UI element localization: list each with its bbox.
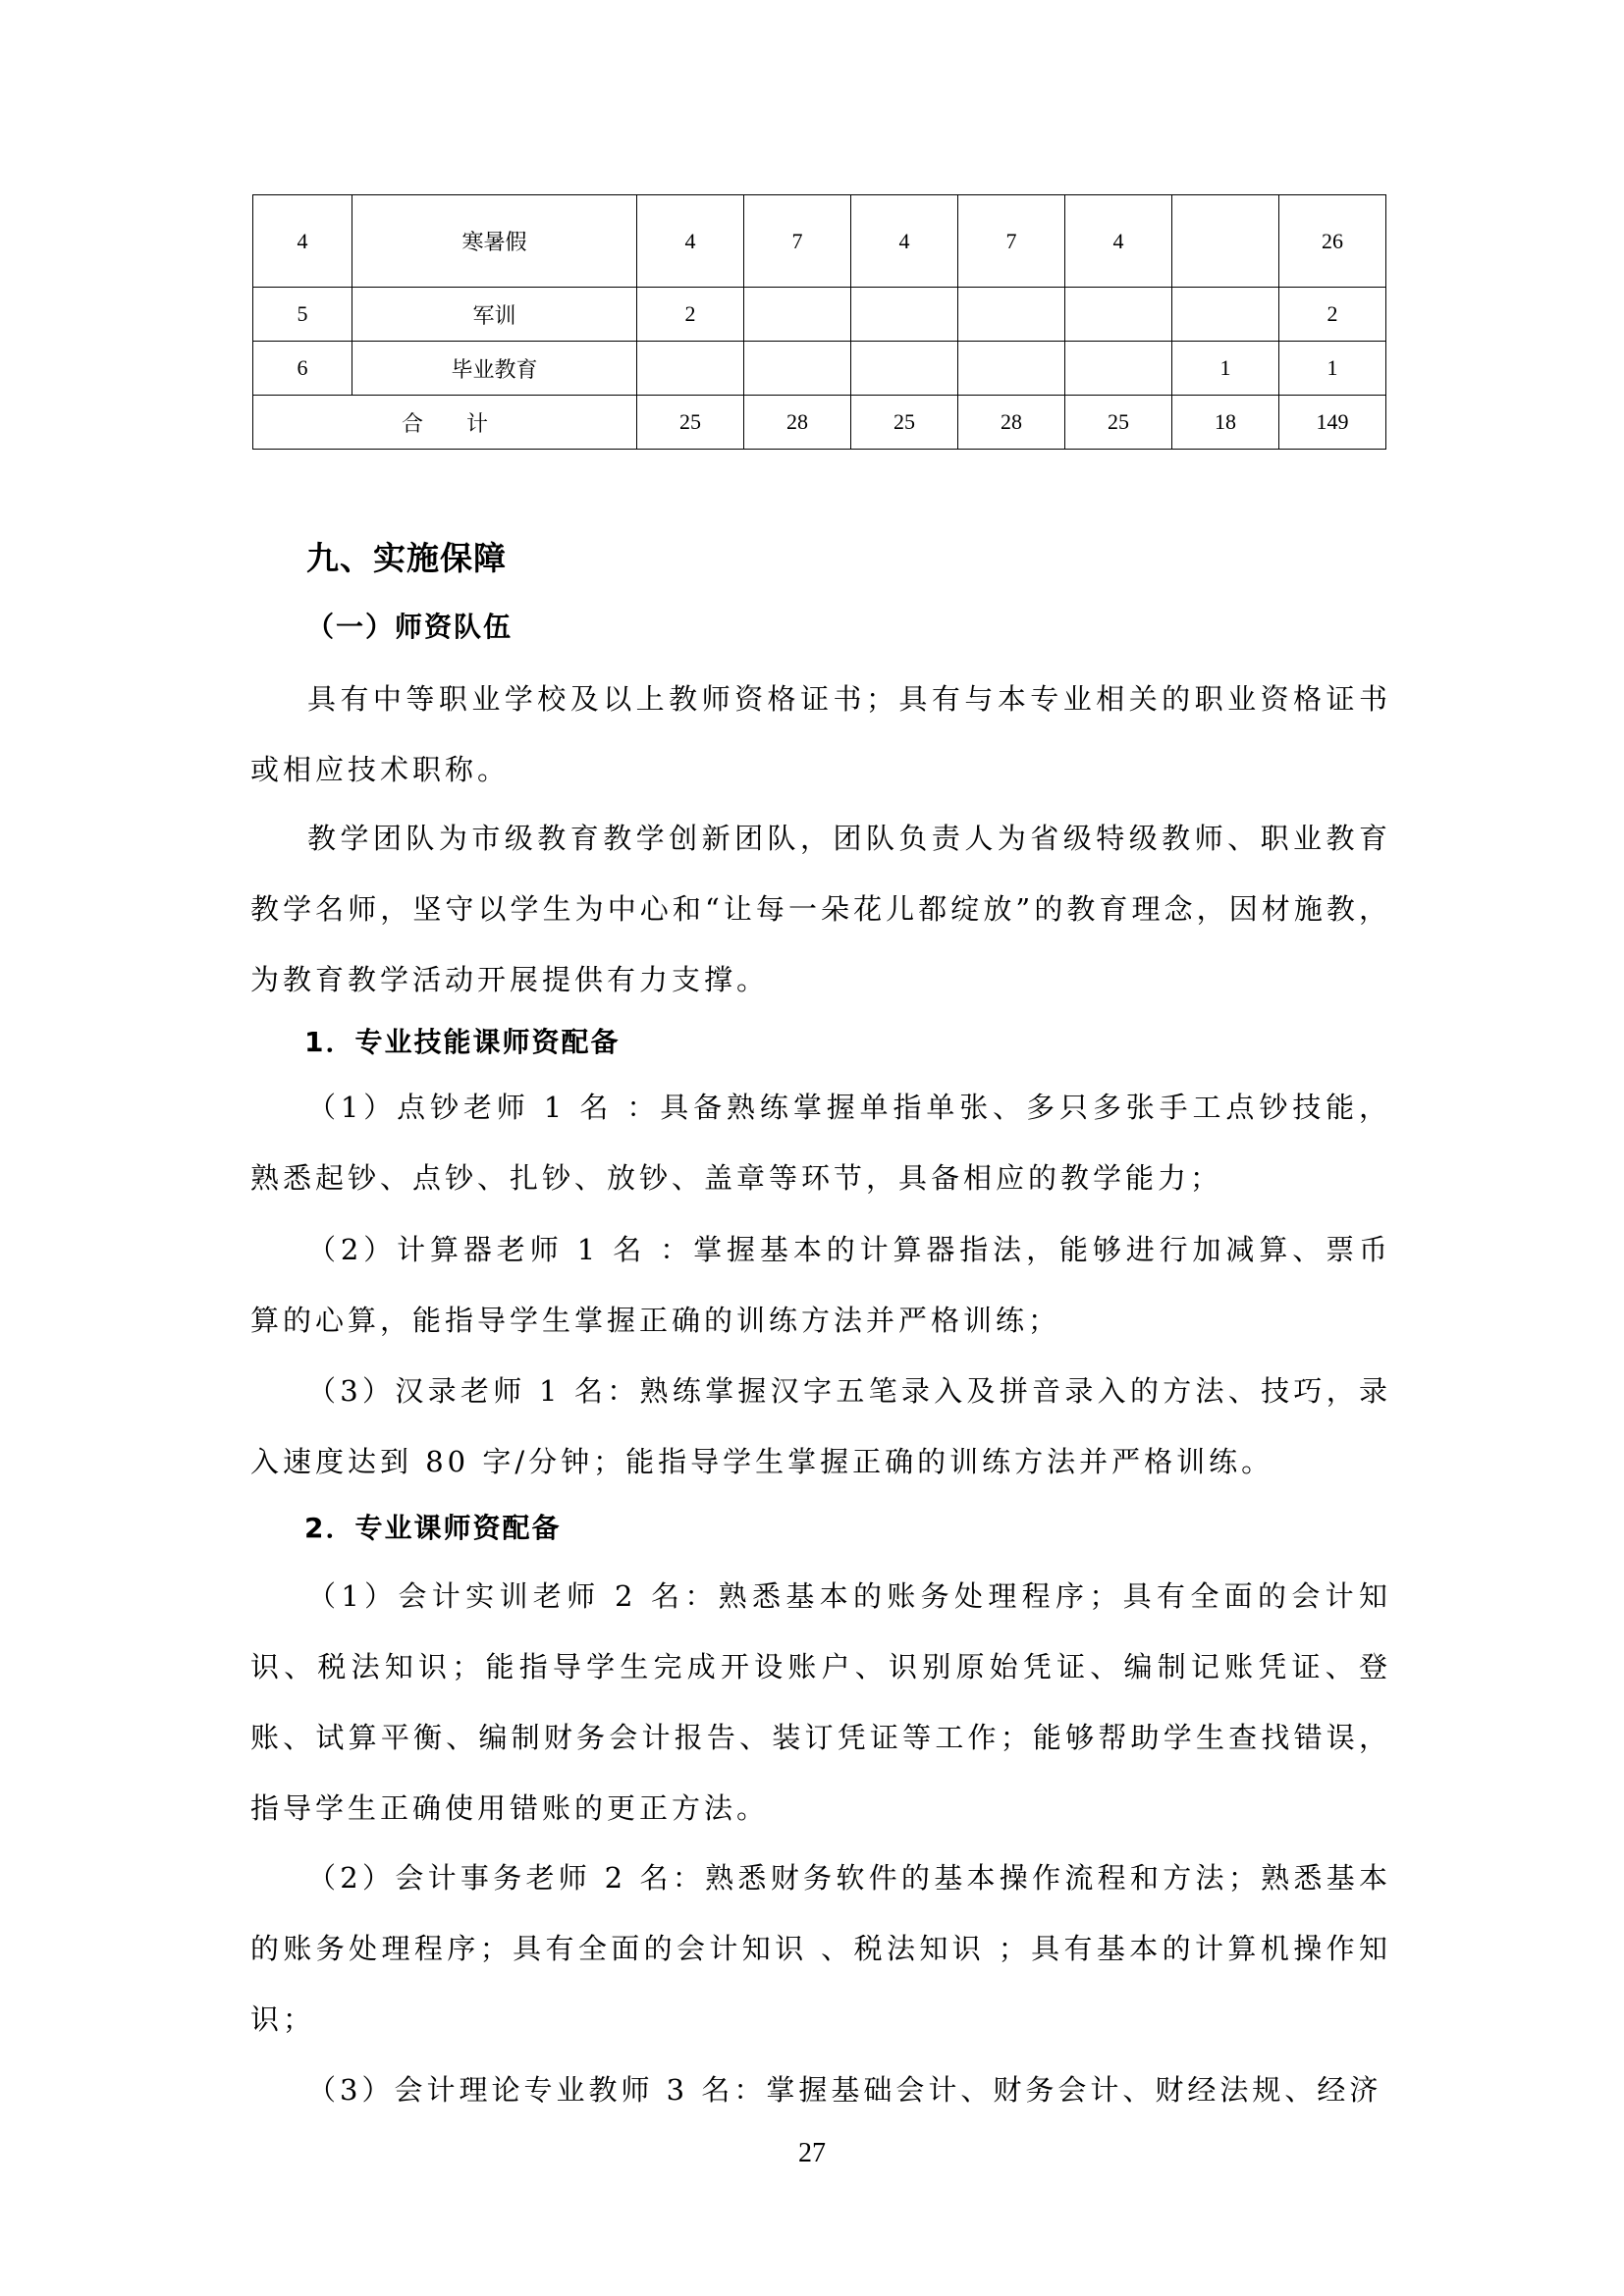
table-cell: 4 — [1065, 195, 1172, 288]
paragraph-accounting-theory-teacher: （3）会计理论专业教师 3 名：掌握基础会计、财务会计、财经法规、经济 — [307, 2073, 1382, 2107]
table-sum-row — [253, 396, 1386, 450]
table-cell — [958, 288, 1065, 342]
table-cell — [1172, 195, 1279, 288]
table-cell — [851, 288, 958, 342]
section-heading: 九、实施保障 — [306, 539, 507, 577]
table-cell: 7 — [958, 195, 1065, 288]
table-cell — [1065, 288, 1172, 342]
table-cell: 25 — [851, 396, 958, 450]
teaching-weeks-table — [252, 194, 1386, 450]
table-cell — [1065, 342, 1172, 396]
row-number: 5 — [253, 288, 352, 342]
paragraph-typing-teacher: （3）汉录老师 1 名：熟练掌握汉字五笔录入及拼音录入的方法、技巧，录入速度达到 80 字/分钟；能指导学生掌握正确的训练方法并严格训练。 — [250, 1374, 1391, 1478]
row-total: 26 — [1279, 195, 1386, 288]
paragraph-qualification: 具有中等职业学校及以上教师资格证书；具有与本专业相关的职业资格证书或相应技术职称。 — [250, 682, 1391, 786]
heading-skill-teachers: 1．专业技能课师资配备 — [304, 1026, 621, 1058]
table-row — [253, 195, 1386, 288]
table-cell — [958, 342, 1065, 396]
paragraph-team: 教学团队为市级教育教学创新团队，团队负责人为省级特级教师、职业教育教学名师，坚守以学生为中心和“让每一朵花儿都绽放”的教育理念，因材施教，为教育教学活动开展提供有力支撑。 — [250, 822, 1391, 996]
row-item-name: 毕业教育 — [352, 342, 637, 396]
table-cell: 18 — [1172, 396, 1279, 450]
paragraph-accounting-practice-teacher: （1）会计实训老师 2 名：熟悉基本的账务处理程序；具有全面的会计知识、税法知识；能指导学生完成开设账户、识别原始凭证、编制记账凭证、登账、试算平衡、编制财务会计报告、装订凭证等工作；能够帮助学生查找错误，指导学生正确使用错账的更正方法。 — [250, 1579, 1391, 1825]
grand-total: 149 — [1279, 396, 1386, 450]
row-number: 4 — [253, 195, 352, 288]
table-cell: 25 — [637, 396, 744, 450]
table-cell: 28 — [958, 396, 1065, 450]
table-cell — [851, 342, 958, 396]
table-cell — [1172, 288, 1279, 342]
paragraph-accounting-affairs-teacher: （2）会计事务老师 2 名：熟悉财务软件的基本操作流程和方法；熟悉基本的账务处理程序；具有全面的会计知识 、税法知识 ；具有基本的计算机操作知识； — [250, 1861, 1391, 2036]
table-cell: 2 — [637, 288, 744, 342]
table-cell: 28 — [744, 396, 851, 450]
heading-professional-teachers: 2．专业课师资配备 — [304, 1512, 562, 1544]
table-row — [253, 288, 1386, 342]
paragraph-calculator-teacher: （2）计算器老师 1 名 ：掌握基本的计算器指法，能够进行加减算、票币算的心算，能指导学生掌握正确的训练方法并严格训练； — [250, 1233, 1391, 1337]
page-number: 27 — [798, 2138, 826, 2168]
subsection-heading: （一）师资队伍 — [306, 611, 514, 643]
table-row — [253, 342, 1386, 396]
table-cell — [744, 288, 851, 342]
row-total: 1 — [1279, 342, 1386, 396]
table-cell: 25 — [1065, 396, 1172, 450]
table-cell — [744, 342, 851, 396]
table-cell: 1 — [1172, 342, 1279, 396]
table-cell: 7 — [744, 195, 851, 288]
row-item-name: 军训 — [352, 288, 637, 342]
table-cell — [637, 342, 744, 396]
row-item-name: 寒暑假 — [352, 195, 637, 288]
table-cell: 4 — [851, 195, 958, 288]
row-number: 6 — [253, 342, 352, 396]
sum-label: 合 计 — [253, 396, 637, 450]
table-cell: 4 — [637, 195, 744, 288]
paragraph-cash-teacher: （1）点钞老师 1 名 ：具备熟练掌握单指单张、多只多张手工点钞技能，熟悉起钞、点钞、扎钞、放钞、盖章等环节，具备相应的教学能力； — [250, 1091, 1391, 1195]
row-total: 2 — [1279, 288, 1386, 342]
